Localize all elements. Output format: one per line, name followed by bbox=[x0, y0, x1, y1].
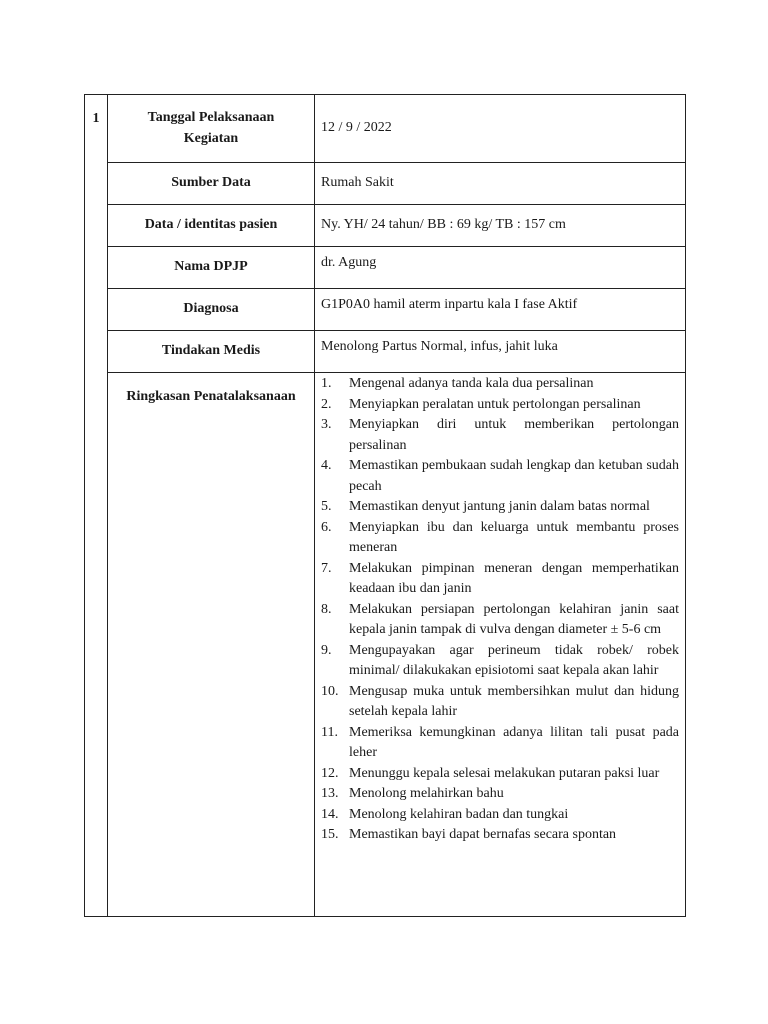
sumber-data-value: Rumah Sakit bbox=[315, 163, 686, 205]
row-diagnosa bbox=[85, 289, 686, 331]
step-text: Mengusap muka untuk membersihkan mulut dan hidung setelah kepala lahir bbox=[349, 683, 679, 719]
step-text: Menolong melahirkan bahu bbox=[349, 786, 504, 801]
row-tindakan bbox=[85, 331, 686, 373]
step-text: Menolong kelahiran badan dan tungkai bbox=[349, 806, 569, 822]
sumber-data-label: Sumber Data bbox=[108, 163, 315, 205]
row-dpjp bbox=[85, 247, 686, 289]
row-identitas bbox=[85, 205, 686, 247]
step-text: Menunggu kepala selesai melakukan putaran paksi luar bbox=[349, 765, 660, 781]
list-item bbox=[321, 805, 679, 826]
step-number: 9. bbox=[321, 642, 332, 658]
list-item bbox=[321, 682, 679, 723]
list-item bbox=[321, 600, 679, 641]
list-item bbox=[321, 456, 679, 497]
tanggal-label bbox=[108, 95, 315, 163]
tindakan-value: Menolong Partus Normal, infus, jahit luka bbox=[315, 331, 686, 373]
list-item bbox=[321, 497, 679, 518]
row-number: 1 bbox=[85, 95, 108, 917]
step-number: 3. bbox=[321, 417, 332, 432]
identitas-label: Data / identitas pasien bbox=[108, 205, 315, 247]
step-number: 14. bbox=[321, 806, 339, 822]
list-item bbox=[321, 825, 679, 846]
step-number: 13. bbox=[321, 786, 339, 801]
dpjp-label: Nama DPJP bbox=[108, 247, 315, 289]
step-number: 15. bbox=[321, 827, 339, 842]
step-number: 12. bbox=[321, 765, 339, 781]
step-number: 8. bbox=[321, 601, 332, 617]
step-text: Mengupayakan agar perineum tidak robek/ robek minimal/ dilakukakan episiotomi saat kepala akan lahir bbox=[349, 642, 679, 678]
list-item bbox=[321, 518, 679, 559]
row-ringkasan bbox=[85, 373, 686, 917]
tanggal-label-line2: Kegiatan bbox=[183, 130, 239, 146]
ringkasan-label: Ringkasan Penatalaksanaan bbox=[108, 373, 315, 917]
step-number: 7. bbox=[321, 560, 332, 576]
step-text: Melakukan pimpinan meneran dengan memperhatikan keadaan ibu dan janin bbox=[349, 560, 679, 596]
list-item bbox=[321, 723, 679, 764]
activity-report-table bbox=[84, 94, 686, 917]
step-text: Menyiapkan diri untuk memberikan pertolongan persalinan bbox=[349, 417, 679, 453]
step-text: Melakukan persiapan pertolongan kelahiran janin saat kepala janin tampak di vulva dengan diameter ± 5-6 cm bbox=[349, 601, 679, 637]
tanggal-value: 12 / 9 / 2022 bbox=[315, 95, 686, 163]
step-text: Memeriksa kemungkinan adanya lilitan tali pusat pada leher bbox=[349, 724, 679, 760]
row-tanggal bbox=[85, 95, 686, 163]
diagnosa-value: G1P0A0 hamil aterm inpartu kala I fase Aktif bbox=[315, 289, 686, 331]
dpjp-value: dr. Agung bbox=[315, 247, 686, 289]
list-item bbox=[321, 784, 679, 805]
diagnosa-label: Diagnosa bbox=[108, 289, 315, 331]
tindakan-label: Tindakan Medis bbox=[108, 331, 315, 373]
list-item bbox=[321, 415, 679, 456]
step-number: 1. bbox=[321, 376, 332, 391]
step-text: Memastikan bayi dapat bernafas secara spontan bbox=[349, 827, 617, 842]
row-sumber-data bbox=[85, 163, 686, 205]
step-number: 2. bbox=[321, 396, 332, 412]
step-number: 5. bbox=[321, 499, 332, 514]
ringkasan-value bbox=[315, 373, 686, 917]
step-number: 11. bbox=[321, 724, 338, 740]
identitas-value: Ny. YH/ 24 tahun/ BB : 69 kg/ TB : 157 cm bbox=[315, 205, 686, 247]
step-number: 10. bbox=[321, 683, 339, 699]
step-text: Memastikan pembukaan sudah lengkap dan ketuban sudah pecah bbox=[349, 458, 679, 494]
step-number: 6. bbox=[321, 519, 332, 535]
list-item bbox=[321, 395, 679, 416]
step-number: 4. bbox=[321, 458, 332, 473]
tanggal-label-line1: Tanggal Pelaksanaan bbox=[147, 110, 275, 125]
step-text: Menyiapkan ibu dan keluarga untuk membantu proses meneran bbox=[349, 519, 679, 555]
step-text: Menyiapkan peralatan untuk pertolongan persalinan bbox=[349, 396, 641, 412]
step-text: Mengenal adanya tanda kala dua persalinan bbox=[349, 376, 594, 391]
step-text: Memastikan denyut jantung janin dalam batas normal bbox=[349, 499, 650, 514]
ringkasan-steps-list bbox=[321, 373, 679, 856]
list-item bbox=[321, 764, 679, 785]
list-item bbox=[321, 374, 679, 395]
list-item bbox=[321, 559, 679, 600]
list-item bbox=[321, 641, 679, 682]
